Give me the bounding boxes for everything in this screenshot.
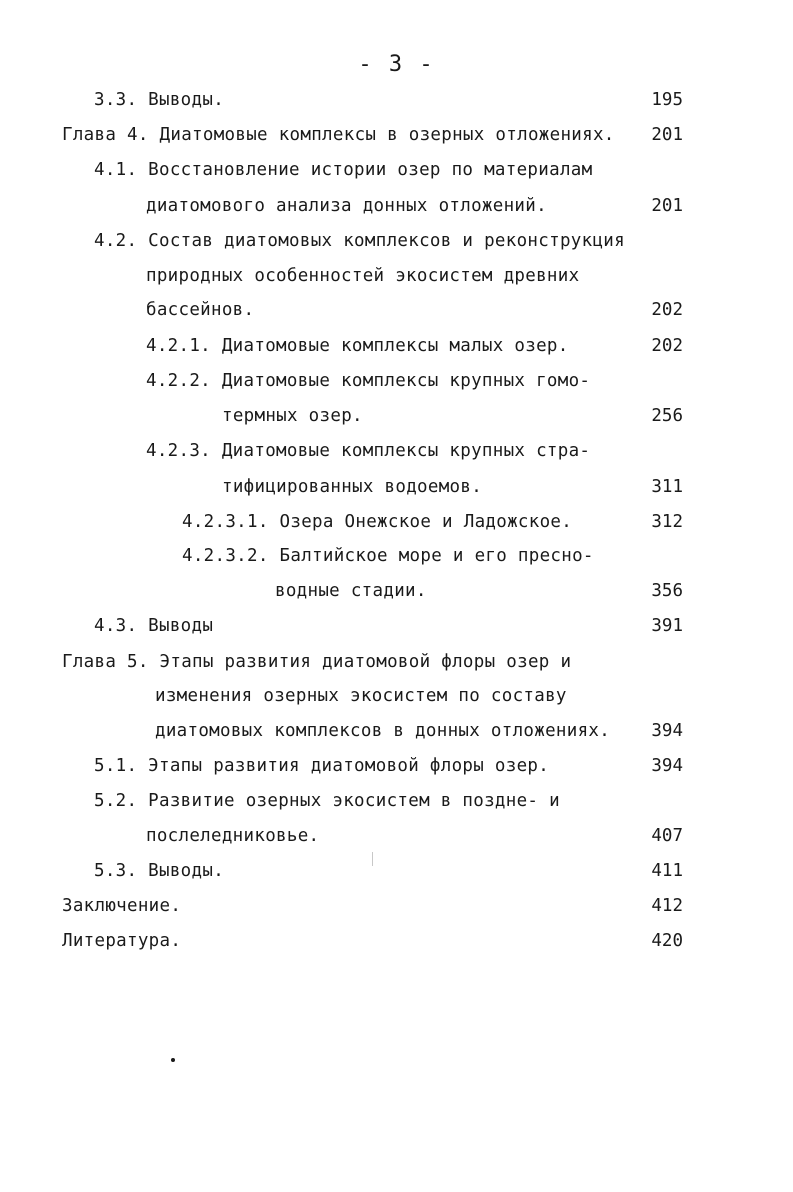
toc-page-number: 201	[651, 125, 683, 145]
toc-page-number: 202	[651, 336, 683, 356]
toc-page-number: 420	[651, 931, 683, 951]
toc-line: водные стадии.	[275, 581, 427, 601]
ink-dot	[171, 1058, 175, 1062]
toc-page-number: 407	[651, 826, 683, 846]
toc-page-number: 391	[651, 616, 683, 636]
toc-page-number: 201	[651, 196, 683, 216]
toc-line: 4.2.3. Диатомовые комплексы крупных стра-	[146, 441, 591, 461]
toc-page-number: 256	[651, 406, 683, 426]
toc-line: бассейнов.	[146, 300, 255, 320]
toc-page-number: 356	[651, 581, 683, 601]
toc-line: термных озер.	[222, 406, 363, 426]
toc-line: 4.2.1. Диатомовые комплексы малых озер.	[146, 336, 569, 356]
toc-line: послеледниковье.	[146, 826, 320, 846]
toc-page-number: 411	[651, 861, 683, 881]
toc-line: тифицированных водоемов.	[222, 477, 483, 497]
toc-line: 4.2. Состав диатомовых комплексов и реконструкция	[94, 231, 625, 251]
toc-line: 4.2.3.1. Озера Онежское и Ладожское.	[182, 512, 573, 532]
toc-page-number: 412	[651, 896, 683, 916]
toc-line: 5.2. Развитие озерных экосистем в поздне- и	[94, 791, 560, 811]
toc-page-number: 394	[651, 756, 683, 776]
toc-line: природных особенностей экосистем древних	[146, 266, 580, 286]
page-number: - 3 -	[358, 52, 435, 77]
toc-line: 4.2.3.2. Балтийское море и его пресно-	[182, 546, 594, 566]
toc-line: 5.3. Выводы.	[94, 861, 225, 881]
toc-line: 4.2.2. Диатомовые комплексы крупных гомо-	[146, 371, 591, 391]
toc-page-number: 195	[651, 90, 683, 110]
toc-page-number: 202	[651, 300, 683, 320]
toc-line: изменения озерных экосистем по составу	[155, 686, 567, 706]
toc-line: 4.1. Восстановление истории озер по материалам	[94, 160, 593, 180]
toc-line: диатомового анализа донных отложений.	[146, 196, 547, 216]
toc-line: 4.3. Выводы	[94, 616, 214, 636]
toc-page-number: 311	[651, 477, 683, 497]
toc-line: 5.1. Этапы развития диатомовой флоры озер.	[94, 756, 550, 776]
scan-speck	[372, 852, 373, 866]
toc-line: Глава 5. Этапы развития диатомовой флоры озер и	[62, 652, 572, 672]
toc-line: диатомовых комплексов в донных отложениях.	[155, 721, 611, 741]
toc-line: 3.3. Выводы.	[94, 90, 225, 110]
toc-line: Литература.	[62, 931, 182, 951]
toc-page-number: 312	[651, 512, 683, 532]
toc-line: Заключение.	[62, 896, 182, 916]
toc-line: Глава 4. Диатомовые комплексы в озерных отложениях.	[62, 125, 615, 145]
toc-page-number: 394	[651, 721, 683, 741]
